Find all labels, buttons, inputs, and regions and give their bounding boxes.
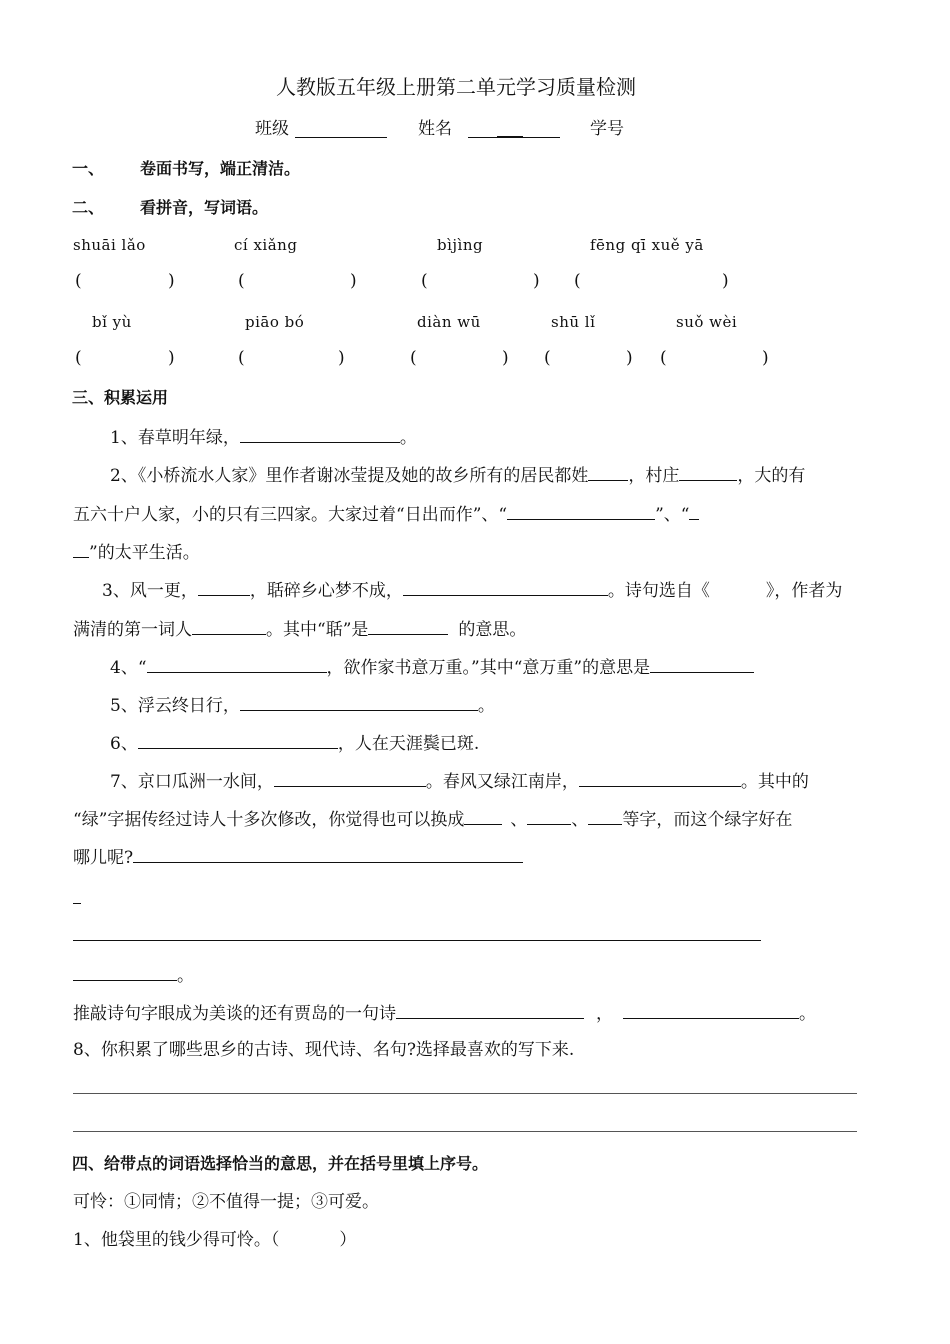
pinyin-2: cí xiǎng <box>234 236 298 254</box>
q1-text-a: 1、春草明年绿， <box>110 428 240 448</box>
section1-text: 卷面书写，端正清洁。 <box>140 159 301 178</box>
q4-blank-2[interactable] <box>650 655 754 673</box>
q7-text-i: 。 <box>177 966 194 986</box>
q3-text-c: 。诗句选自《 <box>607 581 710 601</box>
q8-answer-line-2[interactable] <box>73 1131 857 1132</box>
q5-text-a: 5、浮云终日行， <box>110 696 240 716</box>
pinyin-5: bǐ yù <box>92 313 132 331</box>
q7-text-c: 。其中的 <box>740 772 809 792</box>
q7-text-l: 。 <box>799 1004 816 1024</box>
pinyin-3: bìjìng <box>437 236 484 254</box>
section3-heading: 三、积累运用 <box>72 388 169 407</box>
pinyin-1: shuāi lǎo <box>73 236 146 254</box>
q5 <box>110 693 495 717</box>
q7-text-h: 哪儿呢? <box>73 848 134 868</box>
q7-text-g: 等字，而这个绿字好在 <box>622 810 793 830</box>
answer-box-7-open[interactable]: ( <box>410 348 417 368</box>
answer-box-2-open[interactable]: ( <box>238 271 245 291</box>
answer-box-3-open[interactable]: ( <box>421 271 428 291</box>
q4 <box>110 655 754 679</box>
q2-text-b: ，村庄 <box>628 466 680 486</box>
q7-blank-poem2[interactable] <box>623 1001 799 1019</box>
answer-box-1-close: ) <box>168 271 175 291</box>
q6-blank[interactable] <box>138 731 338 749</box>
q2-text-a: 2、《小桥流水人家》里作者谢冰莹提及她的故乡所有的居民都姓 <box>110 466 589 486</box>
q7-blank-word2[interactable] <box>527 807 571 825</box>
q7-line6 <box>73 1001 816 1025</box>
q3-blank-meaning[interactable] <box>368 617 448 635</box>
q2-line2 <box>73 502 699 526</box>
q2-text-e: ”、“ <box>655 505 690 525</box>
class-label: 班级 <box>255 119 289 139</box>
q7-blank-word3[interactable] <box>588 807 622 825</box>
q1-text-b: 。 <box>399 428 417 448</box>
q3-text-e: 满清的第一词人 <box>73 620 192 640</box>
section4-definition: 可怜：①同情；②不值得一提；③可爱。 <box>73 1192 379 1212</box>
q3-line1 <box>102 578 842 602</box>
pinyin-8: shū lǐ <box>551 313 596 331</box>
answer-box-6-open[interactable]: ( <box>238 348 245 368</box>
answer-box-2-close: ) <box>350 271 357 291</box>
q5-blank[interactable] <box>240 693 478 711</box>
pinyin-7: diàn wū <box>417 313 481 331</box>
answer-box-8-close: ) <box>626 348 633 368</box>
q7-blank-2[interactable] <box>579 769 741 787</box>
q8: 8、你积累了哪些思乡的古诗、现代诗、名句?选择最喜欢的写下来. <box>73 1040 575 1060</box>
pinyin-6: piāo bó <box>245 313 305 331</box>
q7-answer-line-2[interactable] <box>73 963 177 981</box>
id-label: 学号 <box>590 119 624 139</box>
q3-text-f: 。其中“聒”是 <box>266 620 369 640</box>
q5-text-b: 。 <box>477 696 495 716</box>
q2-text-c: ，大的有 <box>737 466 806 486</box>
q7-text-k: ， <box>596 1004 613 1024</box>
q3-blank-2[interactable] <box>403 578 608 596</box>
q2-text-d: 五六十户人家，小的只有三四家。大家过着“日出而作”、“ <box>73 505 508 525</box>
answer-box-3-close: ) <box>533 271 540 291</box>
section2-text: 看拼音，写词语。 <box>140 198 269 217</box>
q7-blank-word1[interactable] <box>464 807 502 825</box>
q7-text-b: 。春风又绿江南岸， <box>425 772 579 792</box>
answer-box-1-open[interactable]: ( <box>75 271 82 291</box>
q7-line5 <box>73 963 194 987</box>
section2-number: 二、 <box>72 198 105 217</box>
section1-number: 一、 <box>72 159 105 178</box>
answer-box-7-close: ) <box>502 348 509 368</box>
q3-line2 <box>73 617 526 641</box>
q3-text-d: 》，作者为 <box>765 581 843 601</box>
q3-blank-author[interactable] <box>192 617 266 635</box>
name-field[interactable] <box>468 118 560 138</box>
q6 <box>110 731 479 755</box>
section4-heading: 四、给带点的词语选择恰当的意思，并在括号里填上序号。 <box>72 1154 489 1173</box>
q2-line1 <box>110 463 805 487</box>
answer-box-9-close: ) <box>762 348 769 368</box>
q2-blank-phrase2-start[interactable] <box>689 502 699 520</box>
q6-text-b: ，人在天涯鬓已斑. <box>337 734 480 754</box>
q7-blank-1[interactable] <box>274 769 426 787</box>
q4-text-b: ，欲作家书意万重。”其中“意万重”的意思是 <box>326 658 651 678</box>
q7-blank-poem1[interactable] <box>396 1001 584 1019</box>
q4-text-a: 4、“ <box>110 658 147 678</box>
q3-blank-1[interactable] <box>198 578 250 596</box>
q7-line1 <box>110 769 809 793</box>
answer-box-5-close: ) <box>168 348 175 368</box>
q2-blank-phrase2-end[interactable] <box>73 540 89 558</box>
class-field[interactable] <box>295 118 387 138</box>
q7-text-j: 推敲诗句字眼成为美谈的还有贾岛的一句诗 <box>73 1004 396 1024</box>
name-field-mark <box>497 136 523 138</box>
q2-blank-phrase1[interactable] <box>507 502 655 520</box>
s4-q1-text: 1、他袋里的钱少得可怜。（ <box>73 1230 280 1250</box>
q7-blank-why[interactable] <box>133 845 523 863</box>
name-label: 姓名 <box>418 119 452 139</box>
pinyin-9: suǒ wèi <box>676 313 738 331</box>
pinyin-4: fēng qī xuě yā <box>590 236 704 254</box>
answer-box-5-open[interactable]: ( <box>75 348 82 368</box>
q3-text-g: 的意思。 <box>458 620 527 640</box>
q2-blank-surname[interactable] <box>588 463 628 481</box>
q7-line2 <box>73 807 792 831</box>
q7-text-d: “绿”字据传经过诗人十多次修改，你觉得也可以换成 <box>73 810 465 830</box>
answer-box-6-close: ) <box>338 348 345 368</box>
q6-text-a: 6、 <box>110 734 138 754</box>
q2-line3 <box>73 540 200 564</box>
q8-answer-line-1[interactable] <box>73 1093 857 1094</box>
q7-answer-line-1[interactable] <box>73 925 761 941</box>
answer-box-8-open[interactable]: ( <box>544 348 551 368</box>
q3-text-b: ，聒碎乡心梦不成， <box>249 581 403 601</box>
s4-q1 <box>73 1229 356 1251</box>
q7-text-e: 、 <box>510 810 528 830</box>
q4-blank-1[interactable] <box>147 655 327 673</box>
s4-q1-close: ） <box>339 1230 357 1250</box>
q3-text-a: 3、风一更， <box>102 581 198 601</box>
q7-text-f: 、 <box>571 810 589 830</box>
q1-blank[interactable] <box>240 425 400 443</box>
answer-box-4-open[interactable]: ( <box>574 271 581 291</box>
q7-answer-mark <box>73 888 81 904</box>
q1 <box>110 425 417 449</box>
q7-line3 <box>73 845 523 869</box>
q7-text-a: 7、京口瓜洲一水间， <box>110 772 274 792</box>
answer-box-9-open[interactable]: ( <box>660 348 667 368</box>
answer-box-4-close: ) <box>722 271 729 291</box>
q2-blank-village[interactable] <box>679 463 737 481</box>
q2-text-f: ”的太平生活。 <box>89 543 200 563</box>
page-title: 人教版五年级上册第二单元学习质量检测 <box>276 75 636 99</box>
